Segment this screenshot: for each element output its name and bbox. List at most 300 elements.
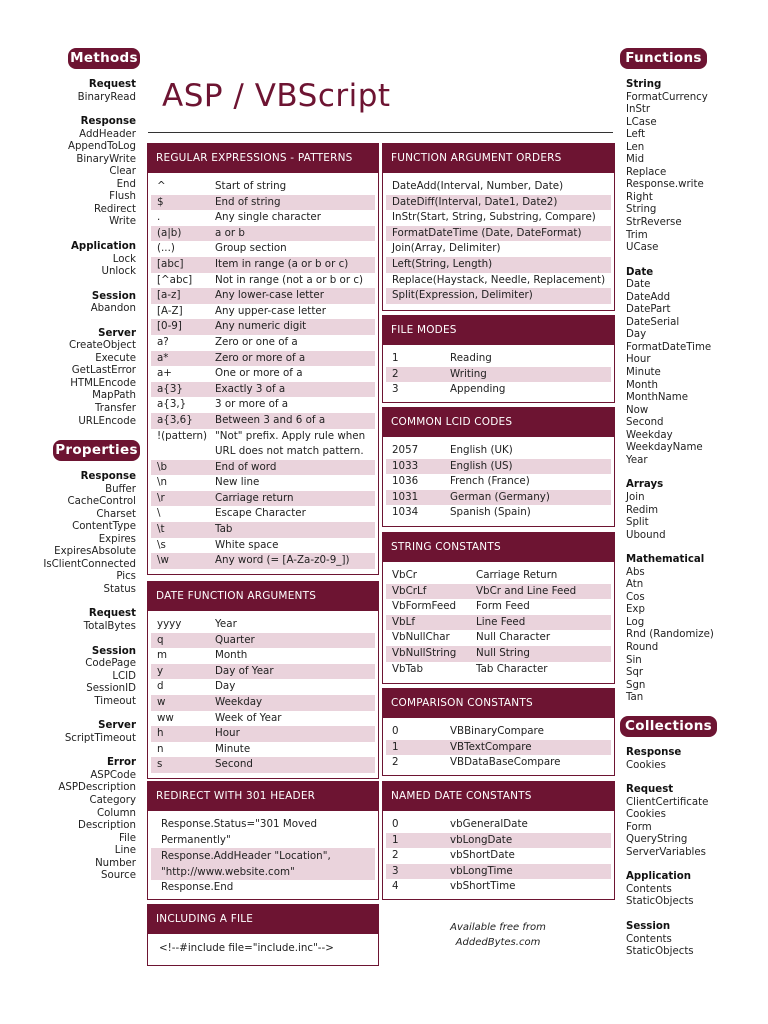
list-item: End xyxy=(116,178,136,190)
row-value: Left(String, Length) xyxy=(392,257,493,270)
list-item: Pics xyxy=(116,571,136,583)
row-key: 0 xyxy=(392,818,399,830)
list-item: Cos xyxy=(626,591,645,603)
table-row xyxy=(151,351,375,367)
list-gap xyxy=(626,467,714,479)
table-row xyxy=(151,335,375,351)
row-key: 1 xyxy=(392,740,399,753)
row-key: \s xyxy=(157,538,166,551)
row-value: vbGeneralDate xyxy=(450,818,528,830)
row-value: End of string xyxy=(215,195,281,208)
row-key: 1033 xyxy=(392,459,419,472)
table-row xyxy=(386,755,611,771)
table-row xyxy=(151,195,375,211)
row-value: Any single character xyxy=(215,211,322,224)
row-value: Line Feed xyxy=(476,615,526,628)
row-value: Exactly 3 of a xyxy=(215,382,286,395)
row-key: ^ xyxy=(157,180,166,192)
table-row xyxy=(151,538,375,554)
lcid-box xyxy=(382,407,615,527)
list-item: StaticObjects xyxy=(626,946,694,958)
table-row xyxy=(151,304,375,320)
list-gap xyxy=(68,316,136,328)
list-item: ASPDescription xyxy=(58,782,136,794)
redirect-line: Response.End xyxy=(161,881,234,893)
table-row xyxy=(386,474,611,490)
list-item: Response.write xyxy=(626,179,704,191)
table-row xyxy=(151,397,375,413)
table-row xyxy=(151,210,375,226)
list-item: Split xyxy=(626,517,649,529)
row-key: 2057 xyxy=(392,444,419,456)
row-value: White space xyxy=(215,538,279,551)
list-item: DateSerial xyxy=(626,316,680,328)
row-key: ww xyxy=(157,711,174,724)
table-row xyxy=(386,584,611,600)
list-item: Rnd (Randomize) xyxy=(626,629,714,641)
group-heading: Application xyxy=(626,871,691,883)
table-row xyxy=(151,179,375,195)
group-heading: Arrays xyxy=(626,479,664,491)
table-row xyxy=(386,351,611,367)
table-row xyxy=(386,724,611,740)
arg-orders-list xyxy=(383,173,614,308)
list-item: GetLastError xyxy=(71,365,136,377)
row-value: vbLongDate xyxy=(450,833,513,846)
row-value: Any upper-case letter xyxy=(215,304,326,317)
list-item: LCase xyxy=(626,116,657,128)
row-value: Carriage Return xyxy=(476,569,558,581)
row-key: 3 xyxy=(392,864,399,877)
row-value: English (UK) xyxy=(450,444,513,456)
table-row xyxy=(151,648,375,664)
list-item: Sin xyxy=(626,654,642,666)
list-item: Hour xyxy=(626,354,651,366)
functions-heading: Functions xyxy=(620,48,707,69)
row-value: Hour xyxy=(215,727,240,740)
row-key: \n xyxy=(157,476,167,489)
group-heading: Response xyxy=(80,116,136,128)
string-consts-title: STRING CONSTANTS xyxy=(383,533,614,562)
table-row xyxy=(386,740,611,756)
row-key: a* xyxy=(157,351,169,364)
list-item: Mid xyxy=(626,154,645,166)
table-row xyxy=(151,319,375,335)
list-gap xyxy=(43,745,136,757)
row-key: 2 xyxy=(392,756,399,769)
list-item: Source xyxy=(101,870,136,882)
row-value: VBBinaryCompare xyxy=(450,725,544,737)
list-item: StaticObjects xyxy=(626,896,694,908)
list-gap xyxy=(626,255,714,267)
list-item: Timeout xyxy=(94,695,136,707)
lcid-title: COMMON LCID CODES xyxy=(383,408,614,437)
row-key: yyyy xyxy=(157,618,182,630)
group-heading: Request xyxy=(88,79,136,90)
group-heading: Response xyxy=(626,747,682,758)
list-item: Right xyxy=(626,191,653,203)
row-key: m xyxy=(157,649,168,662)
methods-heading: Methods xyxy=(68,48,140,69)
list-gap xyxy=(626,859,708,871)
list-item: Sqr xyxy=(626,667,644,679)
list-item: Second xyxy=(626,417,664,429)
row-key: VbFormFeed xyxy=(392,600,457,613)
row-key: . xyxy=(157,211,161,224)
list-item: Join xyxy=(626,491,645,503)
table-row xyxy=(151,617,375,633)
list-item: ExpiresAbsolute xyxy=(54,546,136,558)
compare-consts-title: COMPARISON CONSTANTS xyxy=(383,689,614,718)
table-row xyxy=(151,460,375,476)
list-item: Atn xyxy=(626,579,644,591)
list-item: ServerVariables xyxy=(626,846,706,858)
list-item: Date xyxy=(626,279,651,291)
row-value: Month xyxy=(215,649,248,662)
list-item: Ubound xyxy=(626,529,666,541)
row-value: End of word xyxy=(215,460,277,473)
row-value: French (France) xyxy=(450,475,530,488)
table-row xyxy=(386,833,611,849)
list-item: Exp xyxy=(626,604,645,616)
row-key: a? xyxy=(157,335,169,348)
row-key: (...) xyxy=(157,242,175,255)
row-key: [abc] xyxy=(157,257,184,270)
list-item: Charset xyxy=(96,508,136,520)
row-value: DateDiff(Interval, Date1, Date2) xyxy=(392,195,558,208)
list-item: BinaryWrite xyxy=(76,153,136,165)
list-item: StrReverse xyxy=(626,217,682,229)
footer-credit xyxy=(383,920,613,950)
list-gap xyxy=(43,708,136,720)
include-title: INCLUDING A FILE xyxy=(148,905,378,934)
row-value: New line xyxy=(215,476,260,489)
group-heading: Server xyxy=(98,720,136,732)
row-key: 1 xyxy=(392,833,399,846)
row-value: Carriage return xyxy=(215,491,294,504)
list-item: Minute xyxy=(626,367,661,379)
row-key: 2 xyxy=(392,367,399,380)
arg-orders-box xyxy=(382,143,615,311)
date-consts-box xyxy=(382,781,615,900)
list-item: Log xyxy=(626,616,645,628)
row-key: a{3} xyxy=(157,382,183,395)
table-row xyxy=(151,679,375,695)
row-key: !(pattern) xyxy=(157,429,207,442)
row-value: InStr(Start, String, Substring, Compare) xyxy=(392,211,596,224)
group-heading: Request xyxy=(88,608,136,620)
row-value: "Not" prefix. Apply rule when URL does not match pattern. xyxy=(215,429,366,458)
footer-line: Available free from xyxy=(450,922,546,933)
arg-orders-title: FUNCTION ARGUMENT ORDERS xyxy=(383,144,614,173)
table-row xyxy=(151,475,375,491)
table-row xyxy=(386,568,611,584)
row-value: Tab Character xyxy=(476,662,548,675)
row-key: \w xyxy=(157,554,169,567)
group-heading: Date xyxy=(626,266,654,278)
row-key: [^abc] xyxy=(157,273,193,286)
row-value: Second xyxy=(215,758,253,771)
row-key: q xyxy=(157,633,164,646)
regex-title: REGULAR EXPRESSIONS - PATTERNS xyxy=(148,144,378,173)
include-code: <!--#include file="include.inc"--> xyxy=(159,942,334,954)
table-row xyxy=(151,726,375,742)
row-value: German (Germany) xyxy=(450,490,550,503)
row-key: VbNullString xyxy=(392,646,457,659)
row-key: \t xyxy=(157,523,165,536)
row-key: d xyxy=(157,680,164,693)
row-value: vbLongTime xyxy=(450,864,513,877)
table-row xyxy=(151,757,375,773)
list-item: DatePart xyxy=(626,304,671,316)
row-value: Group section xyxy=(215,242,287,255)
row-value: Start of string xyxy=(215,180,287,192)
list-item: Abs xyxy=(626,566,645,578)
group-heading: Session xyxy=(91,645,136,657)
row-value: VBDataBaseCompare xyxy=(450,756,561,769)
table-row xyxy=(386,490,611,506)
list-item: Column xyxy=(96,807,136,819)
list-item: InStr xyxy=(626,104,651,116)
table-row xyxy=(386,646,611,662)
list-item: Redirect xyxy=(93,203,136,215)
row-value: Item in range (a or b or c) xyxy=(215,257,349,270)
page-title: ASP / VBScript xyxy=(162,78,391,114)
row-value: vbShortTime xyxy=(450,880,516,893)
list-item: Year xyxy=(626,454,648,466)
properties-list xyxy=(43,471,136,883)
row-key: VbCr xyxy=(392,569,418,581)
row-key: \b xyxy=(157,460,168,473)
row-key: 1031 xyxy=(392,490,419,503)
list-item: Replace xyxy=(626,166,667,178)
row-value: vbShortDate xyxy=(450,849,515,862)
date-args-title: DATE FUNCTION ARGUMENTS xyxy=(148,582,378,611)
group-heading: Mathematical xyxy=(626,554,705,566)
group-heading: String xyxy=(626,79,662,90)
table-row xyxy=(151,522,375,538)
list-item: LCID xyxy=(112,670,136,682)
properties-heading: Properties xyxy=(53,440,140,461)
table-row xyxy=(386,195,611,211)
list-item: IsClientConnected xyxy=(43,558,136,570)
row-key: [A-Z] xyxy=(157,304,183,317)
row-key: $ xyxy=(157,195,164,208)
list-gap xyxy=(68,279,136,291)
table-row xyxy=(386,599,611,615)
list-item: Line xyxy=(114,845,136,857)
list-item: Month xyxy=(626,379,658,391)
row-key: 3 xyxy=(392,383,399,396)
row-value: Form Feed xyxy=(476,600,530,613)
table-row xyxy=(386,879,611,895)
list-item: Category xyxy=(89,795,136,807)
list-item: Left xyxy=(626,129,646,141)
table-row xyxy=(386,630,611,646)
list-item: HTMLEncode xyxy=(70,377,136,389)
list-item: Clear xyxy=(109,166,136,178)
row-value: Any lower-case letter xyxy=(215,289,324,302)
group-heading: Server xyxy=(98,327,136,339)
list-item: Buffer xyxy=(105,483,136,495)
title-divider xyxy=(148,132,613,133)
row-key: VbCrLf xyxy=(392,584,427,597)
regex-box xyxy=(147,143,379,575)
row-value: 3 or more of a xyxy=(215,398,289,411)
list-item: Write xyxy=(109,216,136,228)
string-consts-table xyxy=(383,562,614,681)
list-item: Number xyxy=(95,857,136,869)
table-row xyxy=(151,711,375,727)
table-row xyxy=(151,506,375,522)
file-modes-box xyxy=(382,315,615,403)
table-row xyxy=(386,505,611,521)
row-value: Zero or more of a xyxy=(215,351,306,364)
collections-heading: Collections xyxy=(620,716,717,737)
row-key: 1036 xyxy=(392,475,419,488)
row-key: [0-9] xyxy=(157,320,182,333)
list-item: Execute xyxy=(95,352,136,364)
list-item: AddHeader xyxy=(79,128,136,140)
table-row xyxy=(386,210,611,226)
list-gap xyxy=(43,634,136,646)
list-item: Form xyxy=(626,821,652,833)
list-item: Cookies xyxy=(626,759,666,771)
list-item: Transfer xyxy=(95,403,136,415)
table-row xyxy=(151,241,375,257)
list-gap xyxy=(68,229,136,241)
list-item: Len xyxy=(626,141,645,153)
row-value: Replace(Haystack, Needle, Replacement) xyxy=(392,273,606,286)
redirect-title: REDIRECT WITH 301 HEADER xyxy=(148,782,378,811)
list-item: Contents xyxy=(626,883,672,895)
row-key: 2 xyxy=(392,849,399,862)
row-value: Appending xyxy=(450,383,506,396)
list-item: String xyxy=(626,204,657,216)
string-consts-box xyxy=(382,532,615,684)
group-heading: Response xyxy=(80,471,136,482)
compare-consts-box xyxy=(382,688,615,776)
group-heading: Request xyxy=(626,784,674,796)
date-consts-table xyxy=(383,811,614,899)
list-item: Sgn xyxy=(626,679,646,691)
list-item: MonthName xyxy=(626,392,688,404)
list-item: DateAdd xyxy=(626,291,671,303)
row-key: 4 xyxy=(392,880,399,893)
redirect-line: Response.Status="301 Moved Permanently" xyxy=(161,818,317,846)
row-value: Day of Year xyxy=(215,664,274,677)
row-key: a+ xyxy=(157,367,172,380)
row-value: Split(Expression, Delimiter) xyxy=(392,289,533,302)
list-item: TotalBytes xyxy=(83,621,136,633)
list-item: Trim xyxy=(626,229,648,241)
row-value: VbCr and Line Feed xyxy=(476,584,577,597)
row-value: Weekday xyxy=(215,695,263,708)
list-item: WeekdayName xyxy=(626,442,703,454)
redirect-box xyxy=(147,781,379,900)
row-value: Day xyxy=(215,680,236,693)
row-value: Writing xyxy=(450,367,487,380)
row-value: Tab xyxy=(215,523,233,536)
row-key: w xyxy=(157,695,166,708)
row-value: Quarter xyxy=(215,633,255,646)
list-item: Description xyxy=(77,820,136,832)
list-item: URLEncode xyxy=(78,415,136,427)
table-row xyxy=(386,179,611,195)
table-row xyxy=(386,382,611,398)
row-key: VbTab xyxy=(392,662,424,675)
row-key: [a-z] xyxy=(157,289,181,302)
list-gap xyxy=(626,909,708,921)
date-consts-title: NAMED DATE CONSTANTS xyxy=(383,782,614,811)
methods-list xyxy=(68,79,136,428)
table-row xyxy=(386,817,611,833)
row-value: FormatDateTime (Date, DateFormat) xyxy=(392,226,582,239)
list-item: Expires xyxy=(98,533,136,545)
row-value: Join(Array, Delimiter) xyxy=(392,242,501,255)
row-value: a or b xyxy=(215,226,245,239)
file-modes-table xyxy=(383,345,614,402)
list-item: ClientCertificate xyxy=(626,796,709,808)
row-value: Year xyxy=(215,618,237,630)
list-item: Unlock xyxy=(101,266,136,278)
list-item: CodePage xyxy=(85,658,136,670)
list-item: FormatCurrency xyxy=(626,91,708,103)
list-item: MapPath xyxy=(92,390,136,402)
group-heading: Session xyxy=(91,290,136,302)
compare-consts-table xyxy=(383,718,614,775)
list-gap xyxy=(626,542,714,554)
row-key: s xyxy=(157,758,163,771)
list-item: ASPCode xyxy=(90,769,136,781)
row-value: Zero or one of a xyxy=(215,335,298,348)
row-key: h xyxy=(157,727,164,740)
table-row xyxy=(386,367,611,383)
table-row xyxy=(386,273,611,289)
regex-table xyxy=(148,173,378,573)
file-modes-title: FILE MODES xyxy=(383,316,614,345)
row-value: Null String xyxy=(476,646,530,659)
row-value: Minute xyxy=(215,742,251,755)
row-value: Null Character xyxy=(476,631,551,644)
list-item: Redim xyxy=(626,504,659,516)
row-value: Spanish (Spain) xyxy=(450,506,531,519)
list-item: Status xyxy=(103,583,136,595)
date-args-box xyxy=(147,581,379,779)
table-row xyxy=(386,615,611,631)
group-heading: Session xyxy=(626,921,671,933)
footer-link[interactable]: AddedBytes.com xyxy=(455,937,541,948)
table-row xyxy=(386,662,611,678)
collections-list xyxy=(626,747,708,959)
list-item: ScriptTimeout xyxy=(64,732,136,744)
table-row xyxy=(151,273,375,289)
functions-list xyxy=(626,79,714,705)
date-args-table xyxy=(148,611,378,777)
table-row xyxy=(151,742,375,758)
row-value: Week of Year xyxy=(215,711,282,724)
table-row xyxy=(151,413,375,429)
table-row xyxy=(151,664,375,680)
row-key: a{3,} xyxy=(157,398,187,411)
lcid-table xyxy=(383,437,614,525)
row-key: n xyxy=(157,742,164,755)
include-box xyxy=(147,904,379,966)
table-row xyxy=(151,491,375,507)
table-row xyxy=(386,257,611,273)
list-gap xyxy=(68,104,136,116)
table-row xyxy=(151,429,375,460)
